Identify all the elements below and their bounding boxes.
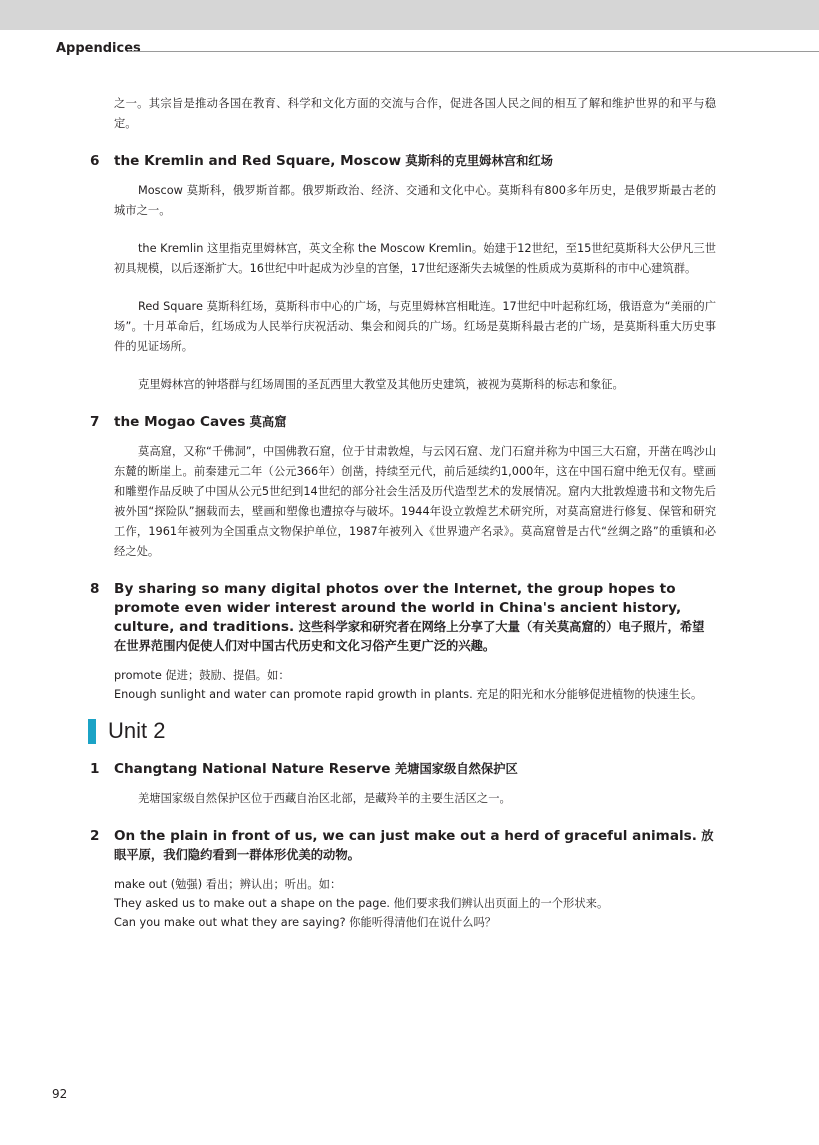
note-line: promote 促进；鼓励、提倡。如： (114, 669, 290, 682)
item-title-zh: 这些科学家和研究者在网络上分享了大量（有关莫高窟的）电子照片，希望在世界范围内促使人们对中国古代历史和文化习俗产生更广泛的兴趣。 (114, 620, 705, 653)
item-heading-6 (90, 152, 716, 171)
item-title (114, 580, 716, 656)
top-bar (0, 0, 819, 30)
item-title-en: Changtang National Nature Reserve (114, 761, 391, 777)
item-title (114, 413, 287, 432)
item-title-en: By sharing so many digital photos over the Internet, the group hopes to promote even wider interest around the world in China's ancient history, culture, and traditions. (114, 581, 682, 635)
item-number: 7 (90, 414, 100, 430)
item-title-zh: 莫高窟 (249, 415, 287, 429)
header-divider (128, 51, 819, 52)
item-heading-8 (90, 580, 716, 656)
unit-title: Unit 2 (108, 718, 166, 743)
item-paragraph: 羌塘国家级自然保护区位于西藏自治区北部，是藏羚羊的主要生活区之一。 (138, 792, 511, 805)
note-line: make out (勉强) 看出；辨认出；听出。如： (114, 878, 342, 891)
intro-paragraph: 之一。其宗旨是推动各国在教育、科学和文化方面的交流与合作，促进各国人民之间的相互了解和维护世界的和平与稳定。 (114, 97, 716, 130)
unit-heading (88, 718, 716, 744)
unit-accent-bar (88, 719, 96, 744)
item-title-en: the Mogao Caves (114, 414, 246, 430)
item-title (114, 827, 716, 865)
item-paragraph: the Kremlin 这里指克里姆林宫，英文全称 the Moscow Kremlin。始建于12世纪，至15世纪莫斯科大公伊凡三世初具规模，以后逐渐扩大。16世纪中叶起成为沙皇的宫堡，17世纪逐渐失去城堡的性质成为莫斯科的市中心建筑群。 (114, 242, 716, 275)
item-title-zh: 莫斯科的克里姆林宫和红场 (405, 154, 553, 168)
item-number: 8 (90, 581, 100, 597)
page-content (90, 94, 716, 932)
item-number: 2 (90, 828, 100, 844)
note-line: Can you make out what they are saying? 你能听得清他们在说什么吗？ (114, 916, 497, 929)
item-title-en: the Kremlin and Red Square, Moscow (114, 153, 402, 169)
page-number: 92 (52, 1087, 68, 1101)
item-title (114, 760, 518, 779)
note-line: They asked us to make out a shape on the page. 他们要求我们辨认出页面上的一个形状来。 (114, 897, 609, 910)
item-heading-7 (90, 413, 716, 432)
item-number: 1 (90, 761, 100, 777)
note-line: Enough sunlight and water can promote rapid growth in plants. 充足的阳光和水分能够促进植物的快速生长。 (114, 688, 703, 701)
unit-item-heading-2 (90, 827, 716, 865)
unit-item-heading-1 (90, 760, 716, 779)
item-paragraph: Moscow 莫斯科，俄罗斯首都。俄罗斯政治、经济、交通和文化中心。莫斯科有800多年历史，是俄罗斯最古老的城市之一。 (114, 184, 716, 217)
item-title-zh: 放眼平原，我们隐约看到一群体形优美的动物。 (114, 829, 714, 862)
item-paragraph: Red Square 莫斯科红场，莫斯科市中心的广场，与克里姆林宫相毗连。17世纪中叶起称红场，俄语意为“美丽的广场”。十月革命后，红场成为人民举行庆祝活动、集会和阅兵的广场。红场是莫斯科最古老的广场，是莫斯科重大历史事件的见证场所。 (114, 300, 716, 353)
item-number: 6 (90, 153, 100, 169)
item-paragraph: 莫高窟，又称“千佛洞”，中国佛教石窟，位于甘肃敦煌，与云冈石窟、龙门石窟并称为中国三大石窟，开凿在鸣沙山东麓的断崖上。前秦建元二年（公元366年）创凿，持续至元代，前后延续约1,000年，这在中国石窟中绝无仅有。壁画和雕塑作品反映了中国从公元5世纪到14世纪的部分社会生活及历代造型艺术的发展情况。窟内大批敦煌遗书和文物先后被外国“探险队”捆载而去，壁画和塑像也遭掠夺与破坏。1944年设立敦煌艺术研究所，对莫高窟进行修复、保管和研究工作，1961年被列为全国重点文物保护单位，1987年被列入《世界遗产名录》。莫高窟曾是古代“丝绸之路”的重镇和必经之处。 (114, 445, 716, 558)
section-label: Appendices (56, 41, 141, 56)
item-title (114, 152, 553, 171)
item-paragraph: 克里姆林宫的钟塔群与红场周围的圣瓦西里大教堂及其他历史建筑，被视为莫斯科的标志和象征。 (138, 378, 624, 391)
item-title-en: On the plain in front of us, we can just make out a herd of graceful animals. (114, 828, 697, 844)
item-title-zh: 羌塘国家级自然保护区 (394, 762, 518, 776)
